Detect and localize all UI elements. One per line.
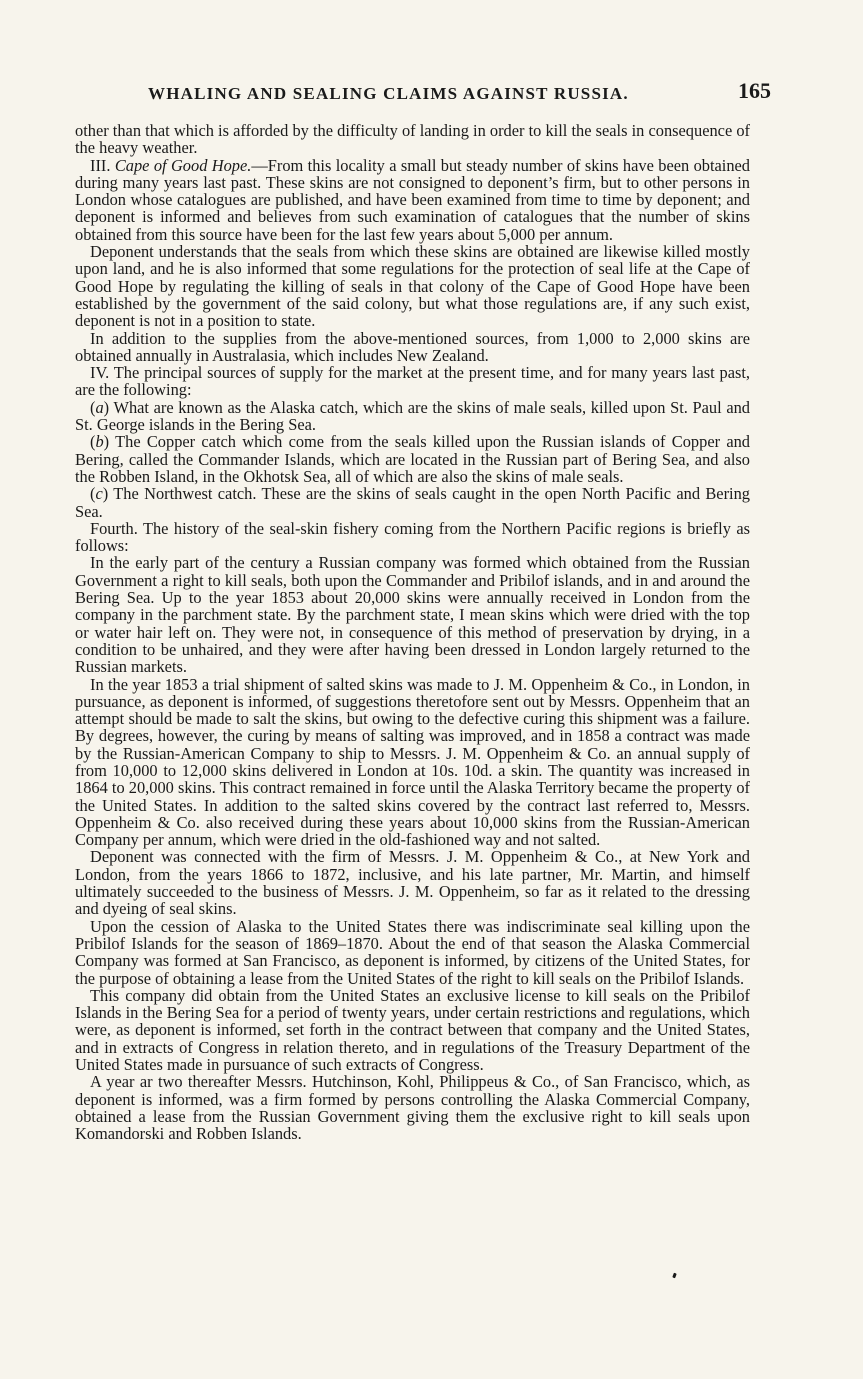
paragraph-russian-lease: A year ar two thereafter Messrs. Hutchinson, Kohl, Philippeus & Co., of San Francisco, which, as deponent is informed, was a firm formed by persons controlling the Alaska Commercial Company, obtained a lease from the Russian Government giving them the exclusive right to kill seals upon Komandorski and Robben Islands. bbox=[75, 1072, 750, 1144]
paragraph-fourth: Fourth. The history of the seal-skin fishery coming from the Northern Pacific regions is briefly as follows: bbox=[75, 518, 750, 556]
paragraph-1: other than that which is afforded by the difficulty of landing in order to kill the seals in consequence of the heavy weather. bbox=[75, 121, 750, 158]
list-item-b: (b) The Copper catch which come from the seals killed upon the Russian islands of Copper and Bering, called the Commander Islands, which are located in the Russian part of Bering Sea, and also the Robben Island, in the Okhotsk Sea, all of which are also the skins of male seals. bbox=[75, 432, 750, 486]
paragraph-cape-of-good-hope: III. Cape of Good Hope.—From this locality a small but steady number of skins have been obtained during many years last past. These skins are not consigned to deponent’s firm, but to other persons in London whose catalogues are published, and have been examined from time to time by deponent; and deponent is informed and believes from such examination of catalogues that the number of skins obtained from this source have been for the last few years about 5,000 per annum. bbox=[75, 155, 751, 244]
paragraph-early-history: In the early part of the century a Russian company was formed which obtained from the Russian Government a right to kill seals, both upon the Commander and Pribilof islands, and in and around the Bering Sea. Up to the year 1853 about 20,000 skins were annually received in London from the company in the parchment state. By the parchment state, I mean skins which were dried with the top or water hair left on. They were not, in consequence of this method of preservation by drying, in a condition to be unhaired, and they were after having been dressed in London largely returned to the Russian markets. bbox=[75, 553, 750, 677]
page-number: 165 bbox=[738, 78, 771, 103]
paragraph-cession: Upon the cession of Alaska to the United States there was indiscriminate seal killing upon the Pribilof Islands for the season of 1869–1870. About the end of that season the Alaska Commercial Company was formed at San Francisco, as deponent is informed, by citizens of the United States, for the purpose of obtaining a lease from the United States of the right to kill seals on the Pribilof Islands. bbox=[75, 916, 750, 988]
ink-mark bbox=[672, 1273, 677, 1279]
paragraph-license: This company did obtain from the United States an exclusive license to kill seals on the Pribilof Islands in the Bering Sea for a period of twenty years, under certain restrictions and regulations, which were, as deponent is informed, set forth in the contract between that company and the United States, and in extracts of Congress in relation thereto, and in regulations of the Treasury Department of the United States made in pursuance of such extracts of Congress. bbox=[75, 985, 750, 1075]
running-title: WHALING AND SEALING CLAIMS AGAINST RUSSIA. bbox=[148, 84, 629, 103]
paragraph-4: In addition to the supplies from the above-mentioned sources, from 1,000 to 2,000 skins are obtained annually in Australasia, which includes New Zealand. bbox=[75, 328, 750, 365]
body-text bbox=[75, 122, 750, 1143]
page-header bbox=[76, 78, 771, 108]
list-item-c: (c) The Northwest catch. These are the skins of seals caught in the open North Pacific and Bering Sea. bbox=[75, 484, 750, 521]
paragraph-principal-sources: IV. The principal sources of supply for the market at the present time, and for many years last past, are the following: bbox=[75, 363, 750, 400]
paragraph-1853-shipment: In the year 1853 a trial shipment of salted skins was made to J. M. Oppenheim & Co., in London, in pursuance, as deponent is informed, of suggestions theretofore sent out by Messrs. Oppenheim that an attempt should be made to salt the skins, but owing to the defective curing this shipment was a failure. By degrees, however, the curing by means of salting was improved, and in 1858 a contract was made by the Russian-American Company to ship to Messrs. J. M. Oppenheim & Co. an annual supply of from 10,000 to 12,000 skins delivered in London at 10s. 10d. a skin. The quantity was increased in 1864 to 20,000 skins. This contract remained in force until the Alaska Territory became the property of the United States. In addition to the salted skins covered by the contract last referred to, Messrs. Oppenheim & Co. also received during these years about 10,000 skins from the Russian-American Company per annum, which were dried in the old-fashioned way and not salted. bbox=[75, 674, 750, 850]
list-item-a: (a) What are known as the Alaska catch, which are the skins of male seals, killed upon St. Paul and St. George islands in the Bering Sea. bbox=[75, 397, 750, 435]
paragraph-oppenheim: Deponent was connected with the firm of Messrs. J. M. Oppenheim & Co., at New York and London, from the years 1866 to 1872, inclusive, and his late partner, Mr. Martin, and himself ultimately succeeded to the business of Messrs. J. M. Oppenheim, so far as it related to the dressing and dyeing of seal skins. bbox=[75, 847, 750, 919]
paragraph-3: Deponent understands that the seals from which these skins are obtained are likewise killed mostly upon land, and he is also informed that some regulations for the protection of seal life at the Cape of Good Hope by regulating the killing of seals in that colony of the Cape of Good Hope have been established by the government of the said colony, but what those regulations are, if any such exist, deponent is not in a position to state. bbox=[75, 242, 750, 331]
